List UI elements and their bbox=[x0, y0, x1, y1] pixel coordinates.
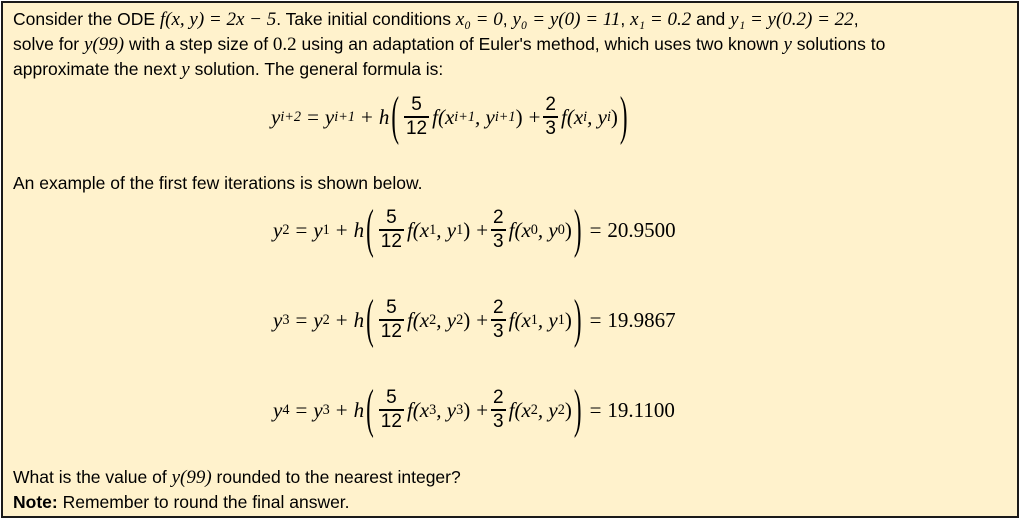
fraction-denominator: 3 bbox=[545, 117, 556, 139]
fraction-numerator: 2 bbox=[493, 387, 504, 409]
formula-symbol: y bbox=[273, 397, 283, 422]
formula-symbol: f(x bbox=[508, 307, 531, 332]
fraction-numerator: 5 bbox=[386, 387, 397, 409]
fraction-denominator: 3 bbox=[493, 320, 504, 342]
question-target: y(99) bbox=[171, 467, 212, 488]
formula-subscript: i bbox=[606, 109, 611, 125]
formula-symbol: f(x bbox=[432, 104, 455, 129]
right-paren: ) bbox=[573, 289, 582, 349]
formula-symbol: , y bbox=[475, 104, 495, 129]
fraction-denominator: 3 bbox=[493, 410, 504, 432]
formula-symbol: f(x bbox=[508, 397, 531, 422]
formula-symbol: ) bbox=[463, 397, 471, 422]
formula-symbol: ) bbox=[463, 217, 471, 242]
formula-symbol: ) bbox=[463, 307, 471, 332]
formula-subscript: 1 bbox=[530, 312, 538, 328]
formula-symbol: ) bbox=[610, 104, 618, 129]
iteration-result: 19.1100 bbox=[607, 397, 675, 422]
formula-symbol: ) bbox=[515, 104, 523, 129]
formula-subscript: 0 bbox=[530, 222, 538, 238]
right-paren: ) bbox=[573, 199, 582, 259]
fraction bbox=[491, 297, 506, 343]
fraction-numerator: 5 bbox=[411, 94, 422, 116]
formula-subscript: 2 bbox=[530, 402, 538, 418]
formula-symbol: h bbox=[353, 397, 365, 422]
formula-subscript: 2 bbox=[456, 312, 464, 328]
formula-symbol: f(x bbox=[406, 397, 430, 422]
right-paren: ) bbox=[619, 86, 628, 146]
problem-text: approximate the next bbox=[13, 59, 182, 79]
formula-subscript: 3 bbox=[456, 402, 464, 418]
formula-subscript: 1 bbox=[557, 312, 565, 328]
formula-symbol: + bbox=[335, 397, 348, 422]
problem-text: . Take initial conditions bbox=[276, 9, 456, 29]
formula-symbol: = bbox=[295, 397, 308, 422]
problem-line-3 bbox=[13, 59, 443, 81]
formula-subscript: i+1 bbox=[494, 109, 516, 125]
formula-symbol: , y bbox=[436, 307, 457, 332]
problem-text: solutions to bbox=[791, 34, 886, 54]
fraction bbox=[543, 94, 558, 140]
x0-condition: x₀ = 0 bbox=[455, 9, 503, 30]
formula-subscript: 2 bbox=[282, 222, 290, 238]
formula-symbol: h bbox=[378, 104, 390, 129]
formula-symbol: = bbox=[295, 217, 308, 242]
right-paren: ) bbox=[573, 379, 582, 439]
y1-condition: y₁ = y(0.2) = 22 bbox=[730, 9, 854, 30]
fraction bbox=[491, 207, 506, 253]
left-paren: ( bbox=[391, 86, 399, 146]
fraction bbox=[404, 94, 429, 140]
question-text: rounded to the nearest integer? bbox=[211, 467, 461, 487]
fraction bbox=[379, 207, 404, 253]
note-text: Remember to round the final answer. bbox=[57, 492, 350, 512]
formula-symbol: h bbox=[353, 217, 365, 242]
left-paren: ( bbox=[366, 199, 374, 259]
iteration-row bbox=[273, 199, 676, 261]
problem-line-1 bbox=[13, 9, 859, 31]
formula-symbol: + bbox=[335, 217, 348, 242]
formula-subscript: 4 bbox=[282, 402, 290, 418]
problem-text: solve for bbox=[13, 34, 84, 54]
question-line bbox=[13, 467, 461, 489]
formula-symbol: f(x bbox=[406, 217, 430, 242]
formula-subscript: 3 bbox=[282, 312, 290, 328]
formula-subscript: 1 bbox=[429, 222, 437, 238]
fraction bbox=[379, 297, 404, 343]
fraction-denominator: 12 bbox=[380, 230, 402, 252]
formula-subscript: 1 bbox=[322, 222, 330, 238]
formula-symbol: ) bbox=[564, 397, 572, 422]
formula-symbol: y bbox=[271, 104, 281, 129]
formula-symbol: , y bbox=[537, 217, 558, 242]
left-paren: ( bbox=[366, 289, 374, 349]
formula-subscript: 3 bbox=[322, 402, 330, 418]
formula-subscript: i+1 bbox=[334, 109, 355, 125]
separator: , bbox=[853, 9, 859, 29]
formula-subscript: i bbox=[583, 109, 588, 125]
fraction-numerator: 2 bbox=[493, 207, 504, 229]
fraction-numerator: 5 bbox=[386, 207, 397, 229]
fraction-denominator: 12 bbox=[380, 410, 402, 432]
note-line bbox=[13, 492, 350, 513]
formula-symbol: f(x bbox=[561, 104, 584, 129]
left-paren: ( bbox=[366, 379, 374, 439]
question-text: What is the value of bbox=[13, 467, 172, 487]
problem-text: with a step size of bbox=[124, 34, 273, 54]
fraction-denominator: 3 bbox=[493, 230, 504, 252]
formula-subscript: 2 bbox=[557, 402, 565, 418]
formula-symbol: = bbox=[589, 217, 602, 242]
problem-text: using an adaptation of Euler's method, which uses two known bbox=[296, 34, 784, 54]
formula-symbol: , y bbox=[436, 217, 457, 242]
formula-symbol: + bbox=[476, 397, 489, 422]
fraction-denominator: 12 bbox=[405, 117, 428, 139]
step-size: 0.2 bbox=[272, 34, 297, 55]
fraction bbox=[379, 387, 404, 433]
fraction-denominator: 12 bbox=[380, 320, 402, 342]
formula-subscript: 0 bbox=[557, 222, 565, 238]
formula-subscript: 2 bbox=[322, 312, 330, 328]
problem-text: Consider the ODE bbox=[13, 9, 160, 29]
target-value: y(99) bbox=[84, 34, 125, 55]
formula-symbol: , y bbox=[587, 104, 607, 129]
formula-symbol: h bbox=[353, 307, 365, 332]
formula-symbol: = bbox=[589, 397, 602, 422]
formula-subscript: 3 bbox=[429, 402, 437, 418]
formula-symbol: y bbox=[273, 217, 283, 242]
formula-symbol: y bbox=[324, 104, 335, 129]
problem-text: solution. The general formula is: bbox=[189, 59, 444, 79]
formula-symbol: + bbox=[476, 307, 489, 332]
fraction-numerator: 2 bbox=[545, 94, 556, 116]
formula-symbol: + bbox=[335, 307, 348, 332]
y-variable: y bbox=[783, 34, 792, 55]
formula-symbol: , y bbox=[436, 397, 457, 422]
formula-symbol: f(x bbox=[406, 307, 430, 332]
example-intro: An example of the first few iterations is shown below. bbox=[13, 173, 423, 193]
iteration-row bbox=[273, 379, 675, 441]
problem-text: and bbox=[691, 9, 731, 29]
formula-symbol: = bbox=[295, 307, 308, 332]
formula-subscript: 2 bbox=[429, 312, 437, 328]
problem-line-2 bbox=[13, 34, 885, 56]
iteration-result: 20.9500 bbox=[607, 217, 676, 242]
separator: , bbox=[502, 9, 513, 29]
formula-symbol: + bbox=[476, 217, 489, 242]
problem-panel bbox=[1, 1, 1019, 518]
formula-subscript: i+1 bbox=[454, 109, 476, 125]
fraction-numerator: 2 bbox=[493, 297, 504, 319]
fraction-numerator: 5 bbox=[386, 297, 397, 319]
formula-symbol: y bbox=[313, 397, 323, 422]
formula-symbol: = bbox=[307, 104, 319, 129]
formula-symbol: ) bbox=[564, 307, 572, 332]
formula-symbol: + bbox=[528, 104, 541, 129]
formula-symbol: + bbox=[360, 104, 373, 129]
formula-symbol: ) bbox=[564, 217, 572, 242]
general-formula bbox=[271, 87, 630, 147]
x1-condition: x₁ = 0.2 bbox=[630, 9, 692, 30]
note-label: Note: bbox=[13, 492, 58, 512]
y0-condition: y₀ = y(0) = 11 bbox=[512, 9, 621, 30]
formula-symbol: y bbox=[313, 307, 323, 332]
iteration-result: 19.9867 bbox=[607, 307, 676, 332]
separator: , bbox=[620, 9, 631, 29]
formula-symbol: y bbox=[313, 217, 323, 242]
formula-subscript: i+2 bbox=[280, 109, 302, 125]
formula-symbol: y bbox=[273, 307, 283, 332]
iteration-row bbox=[273, 289, 676, 351]
fraction bbox=[491, 387, 506, 433]
formula-symbol: = bbox=[589, 307, 602, 332]
y-variable: y bbox=[181, 59, 190, 80]
formula-subscript: 1 bbox=[456, 222, 464, 238]
formula-symbol: , y bbox=[537, 307, 558, 332]
formula-symbol: f(x bbox=[508, 217, 531, 242]
ode-definition: f(x, y) = 2x − 5 bbox=[159, 9, 277, 30]
formula-symbol: , y bbox=[537, 397, 558, 422]
